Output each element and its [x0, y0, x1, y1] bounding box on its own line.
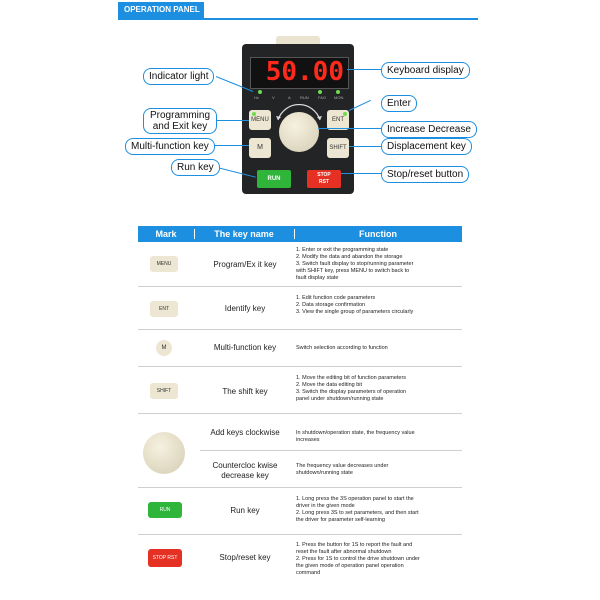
key-name: Identify key	[224, 304, 266, 313]
function-line: reset the fault after abnormal shutdown	[296, 549, 392, 555]
function-line: command	[296, 570, 321, 576]
callout-multi-function-key: Multi-function key	[125, 138, 215, 155]
stop-reset-key[interactable]	[307, 170, 341, 188]
function-line: 2. Data storage confirmation	[296, 302, 366, 308]
table-row	[138, 242, 462, 287]
function-line: 1. Move the editing bit of function parameters	[296, 375, 407, 381]
column-header-function: Function	[359, 229, 397, 239]
shift-key-mark: SHIFT	[150, 383, 178, 399]
function-line: 3. View the single group of parameters circularly	[296, 309, 414, 315]
function-line: 2. Modify the data and abandon the storage	[296, 254, 403, 260]
column-header-mark: Mark	[155, 229, 177, 239]
function-line: 1. Press the button for 1S to report the fault and	[296, 542, 413, 548]
run-key[interactable]: RUN	[257, 170, 291, 188]
function-line: 1. Long press the 3S operation panel to start the	[296, 496, 414, 502]
stop-key-mark: STOP RST	[148, 549, 182, 567]
key-name: Add keys clockwise	[210, 428, 280, 437]
callout-line	[215, 120, 249, 121]
key-name-line: Countercloc kwise	[212, 461, 278, 470]
key-function	[296, 375, 456, 403]
function-line: The frequency value decreases under	[296, 463, 389, 469]
multi-function-key-mark: M	[156, 340, 172, 356]
key-name-line: decrease key	[221, 471, 269, 480]
stop-label: STOP	[317, 172, 331, 178]
table-row	[138, 330, 462, 367]
callout-displacement-key: Displacement key	[381, 138, 472, 155]
callout-stop-reset: Stop/reset button	[381, 166, 469, 183]
key-name: Run key	[230, 506, 260, 515]
ent-key[interactable]: ENT	[327, 110, 349, 130]
rst-label: RST	[319, 179, 329, 185]
function-line: 2. Move the data editing bit	[296, 382, 363, 388]
key-function	[296, 463, 456, 477]
key-name: Stop/reset key	[219, 553, 271, 562]
led-dot-icon	[343, 112, 347, 116]
function-line: 2. Press for 1S to control the drive shutdown under	[296, 556, 420, 562]
callout-line	[318, 128, 382, 129]
function-line: panel under shutdown/running state	[296, 396, 384, 402]
table-row	[138, 488, 462, 535]
key-function	[296, 430, 456, 444]
led-dot-icon	[258, 90, 262, 94]
led-v: V	[272, 95, 275, 100]
led-dot-icon	[318, 90, 322, 94]
callout-line	[213, 145, 249, 146]
key-function	[296, 247, 456, 282]
run-key-mark: RUN	[148, 502, 182, 518]
table-row	[200, 414, 462, 451]
key-name: The shift key	[222, 387, 268, 396]
table-row	[138, 287, 462, 330]
key-name: Program/Ex it key	[213, 260, 277, 269]
callout-keyboard-display: Keyboard display	[381, 62, 470, 79]
indicator-lights	[250, 92, 348, 102]
menu-key[interactable]: MENU	[249, 110, 271, 130]
function-line: the driver for parameter self-learning	[296, 517, 385, 523]
led-run: RUN	[300, 95, 309, 100]
function-line: with SHIFT key, press MENU to switch back to	[296, 268, 410, 274]
function-line: In shutdown/operation state, the frequency value	[296, 430, 415, 436]
function-line: 3. Switch fault display to stop/running parameter	[296, 261, 414, 267]
function-line: the given mode of operation panel operation	[296, 563, 404, 569]
function-line: Switch selection according to function	[296, 345, 388, 351]
callout-programming-key: Programming and Exit key	[143, 108, 217, 134]
key-name: Multi-function key	[213, 343, 277, 352]
function-line: shutdown/running state	[296, 470, 353, 476]
led-dot-icon	[252, 112, 256, 116]
frequency-knob[interactable]	[279, 112, 319, 152]
led-dot-icon	[336, 90, 340, 94]
callout-enter: Enter	[381, 95, 417, 112]
key-function	[296, 496, 456, 524]
function-line: 1. Enter or exit the programming state	[296, 247, 389, 253]
callout-line	[349, 146, 383, 147]
led-fao: FAO	[318, 95, 327, 100]
led-hz: Hz	[254, 95, 259, 100]
ent-key-mark: ENT	[150, 301, 178, 317]
key-function	[296, 542, 456, 577]
display-value: 50.00	[265, 57, 344, 87]
function-line: increases	[296, 437, 320, 443]
callout-run-key: Run key	[171, 159, 220, 176]
multi-function-key[interactable]: M	[249, 138, 271, 158]
function-line: 1. Edit function code parameters	[296, 295, 376, 301]
function-line: fault display state	[296, 275, 339, 281]
table-row	[138, 367, 462, 414]
section-title: OPERATION PANEL	[118, 2, 204, 18]
shift-key[interactable]: SHIFT	[327, 138, 349, 158]
function-line: 2. Long press 3S to set parameters, and then start	[296, 510, 419, 516]
column-header-key-name: The key name	[214, 229, 274, 239]
key-function	[296, 345, 456, 352]
table-row	[138, 451, 462, 488]
function-line: driver in the given mode	[296, 503, 355, 509]
callout-line	[347, 69, 382, 70]
table-header	[138, 226, 462, 242]
key-function	[296, 295, 456, 316]
table-row	[138, 535, 462, 585]
callout-increase-decrease: Increase Decrease	[381, 121, 477, 138]
menu-key-mark: MENU	[150, 256, 178, 272]
led-a: A	[288, 95, 291, 100]
function-line: 3. Switch the display parameters of operation	[296, 389, 407, 395]
key-name	[200, 461, 290, 481]
callout-indicator-light: Indicator light	[143, 68, 214, 85]
led-mon: MON	[334, 95, 344, 100]
callout-line	[341, 173, 383, 174]
